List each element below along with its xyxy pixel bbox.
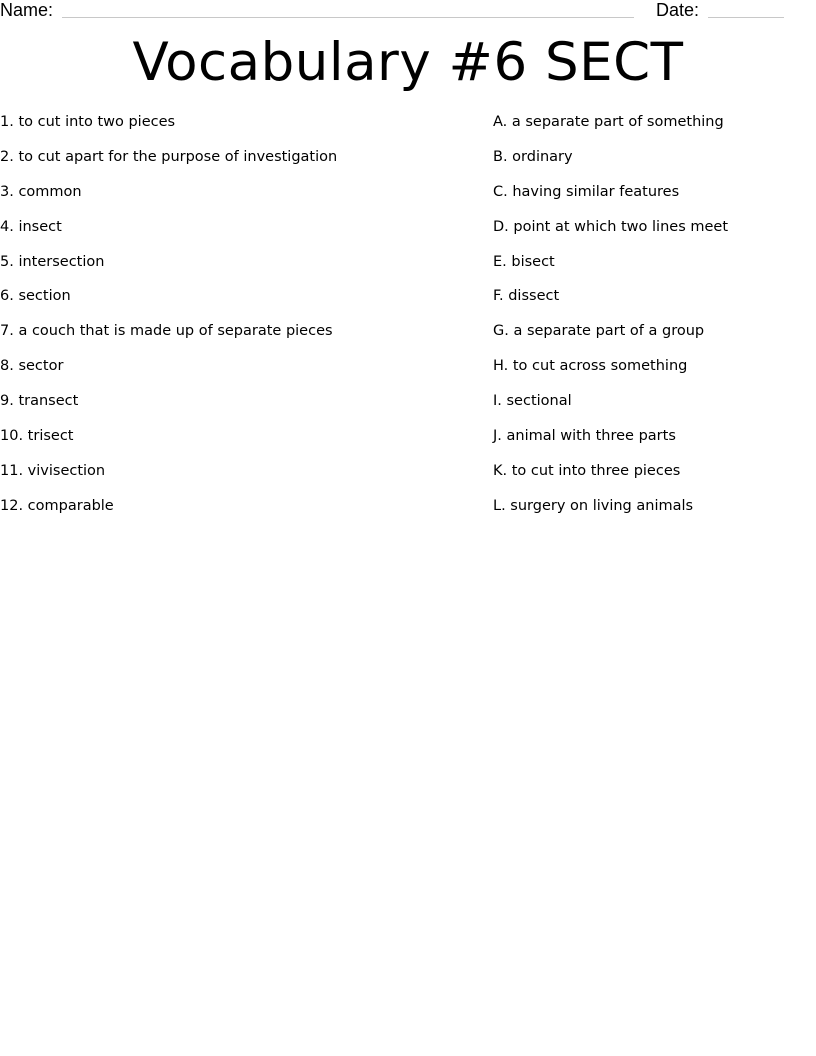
term-item: 11. vivisection: [0, 462, 106, 479]
term-item: 8. sector: [0, 358, 64, 375]
term-item: 12. comparable: [0, 497, 114, 514]
answer-item: A. a separate part of something: [493, 114, 724, 130]
answer-item: E. bisect: [493, 253, 555, 270]
name-label: Name:: [0, 0, 54, 20]
answers-list: [493, 112, 813, 531]
term-item: 1. to cut into two pieces: [0, 114, 176, 130]
answer-item: L. surgery on living animals: [493, 497, 694, 514]
terms-list: [0, 112, 470, 531]
worksheet-header: [0, 0, 816, 24]
date-label: Date:: [656, 0, 700, 20]
date-blank-line: [708, 17, 784, 18]
name-blank-line: [62, 17, 634, 18]
answer-item: H. to cut across something: [493, 358, 688, 375]
answer-item: C. having similar features: [493, 183, 680, 200]
answer-item: F. dissect: [493, 288, 560, 305]
answer-item: G. a separate part of a group: [493, 323, 705, 340]
term-item: 10. trisect: [0, 428, 74, 445]
term-item: 6. section: [0, 288, 71, 305]
answer-item: K. to cut into three pieces: [493, 462, 681, 479]
term-item: 4. insect: [0, 218, 62, 235]
term-item: 3. common: [0, 183, 82, 200]
term-item: 9. transect: [0, 393, 79, 410]
answer-item: J. animal with three parts: [493, 428, 676, 445]
worksheet-title: Vocabulary #6 SECT: [132, 32, 684, 93]
term-item: 5. intersection: [0, 253, 105, 270]
term-item: 2. to cut apart for the purpose of investigation: [0, 148, 338, 165]
answer-item: B. ordinary: [493, 148, 573, 165]
term-item: 7. a couch that is made up of separate pieces: [0, 323, 333, 340]
answer-item: I. sectional: [493, 393, 572, 410]
answer-item: D. point at which two lines meet: [493, 218, 729, 235]
